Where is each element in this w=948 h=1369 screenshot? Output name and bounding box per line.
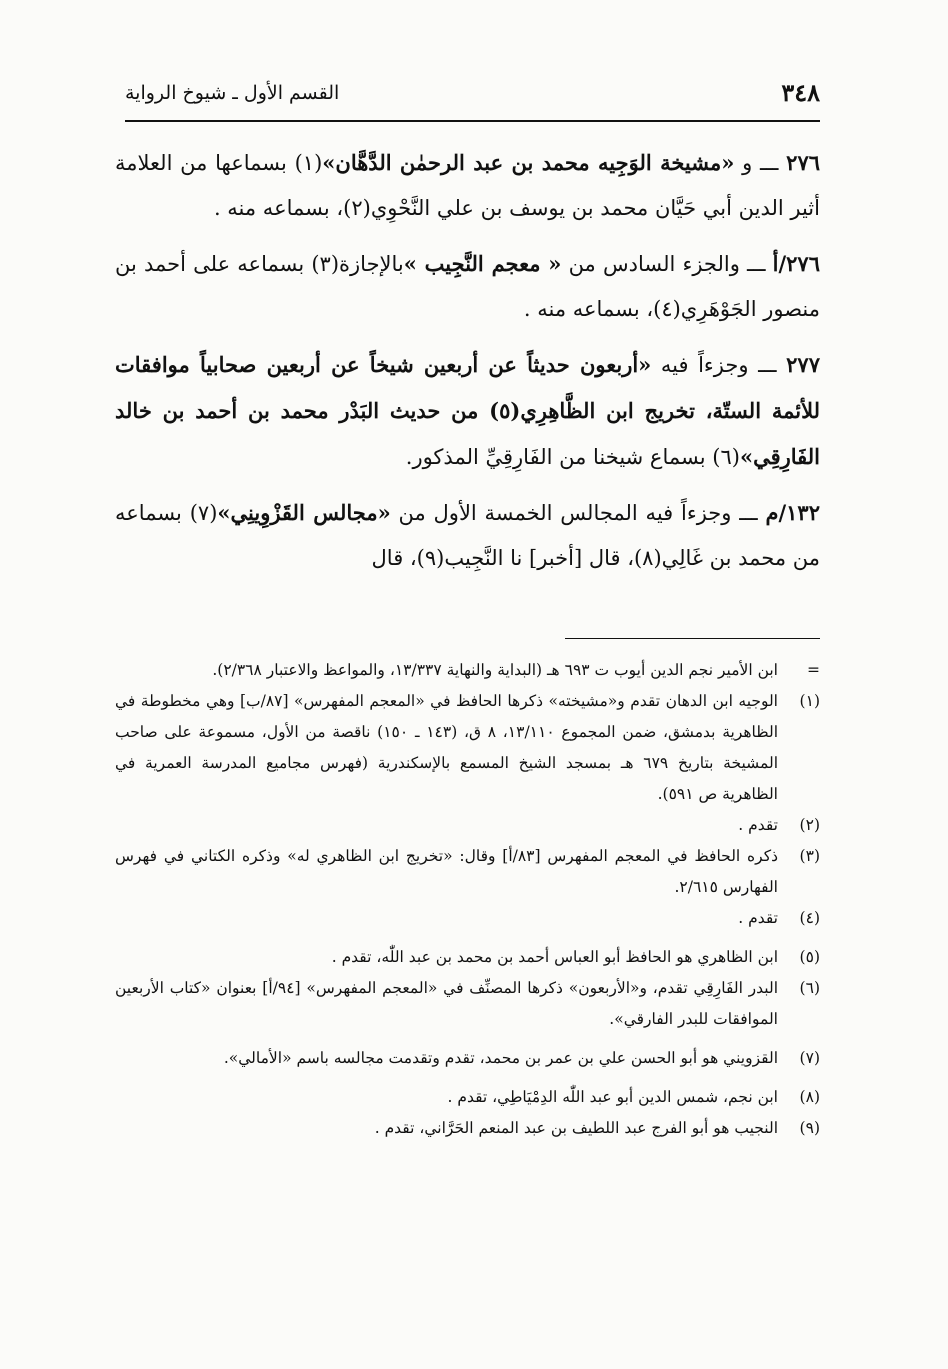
footnote-2 (115, 810, 820, 841)
footnote-3 (115, 841, 820, 903)
footnote-text: الوجيه ابن الدهان تقدم و«مشيخته» ذكرها الحافظ في «المعجم المفهرس» [٨٧/ب] وهي مخطوطة في الظاهرية بدمشق، ضمن المجموع ١٣/١١٠، ٨ ق، (١٤٣ ـ ١٥٠) ناقصة من الأول، مسموعة على صاحب المشيخة بتاريخ ٦٧٩ هـ بمسجد الشيخ المسمع بالإسكندرية (فهرس مجاميع المدرسة العمرية في الظاهرية ص ٥٩١). (115, 692, 779, 803)
running-title: القسم الأول ـ شيوخ الرواية (125, 82, 340, 104)
footnote-mark: (٧) (799, 1049, 820, 1067)
entry-number: ٢٧٧ (786, 352, 820, 377)
entry-lead: ـــ وجزءاً فيه (651, 353, 787, 377)
main-text (115, 140, 820, 591)
entry-132m (115, 490, 820, 581)
entry-lead: ـــ وجزءاً فيه المجالس الخمسة الأول من (390, 501, 766, 525)
footnote-6 (115, 973, 820, 1035)
footnote-ref: (١) (294, 151, 323, 175)
entry-276a (115, 241, 820, 332)
entry-277 (115, 342, 820, 480)
footnote-5 (115, 942, 820, 973)
footnote-text: ذكره الحافظ في المعجم المفهرس [٨٣/أ] وقال: «تخريج ابن الظاهري له» وذكره الكتاني في فهرس الفهارس ٢/٦١٥. (115, 847, 778, 896)
footnote-text: النجيب هو أبو الفرج عبد اللطيف بن عبد المنعم الحَرَّاني، تقدم . (374, 1119, 778, 1137)
entry-number: ٢٧٦ (786, 150, 821, 175)
footnote-mark: (١) (799, 692, 820, 710)
footnote-8 (115, 1082, 820, 1113)
footnote-text: القزويني هو أبو الحسن علي بن عمر بن محمد، تقدم وتقدمت مجالسه باسم «الأمالي». (223, 1049, 778, 1067)
entry-title: « معجم النَّجِيب » (403, 251, 562, 276)
footnote-text: تقدم . (738, 816, 778, 834)
footnote-text: البدر الفَارِقِي تقدم، و«الأربعون» ذكرها المصنِّف في «المعجم المفهرس» [٩٤/أ] بعنوان «كتاب الأربعين الموافقات للبدر الفارقي». (115, 979, 778, 1028)
footnote-mark: (٣) (799, 847, 820, 865)
footnote-ref: (٧) (189, 501, 218, 525)
entry-text: بسماعه من محمد بن غَالِي(٨)، قال [أخبر] نا النَّجِيب(٩)، قال (115, 501, 820, 570)
page-number: ٣٤٨ (781, 78, 820, 107)
footnote-ref: (٦) (712, 445, 740, 469)
footnote-text: ابن نجم، شمس الدين أبو عبد اللّٰه الدِمْيَاطِي، تقدم . (447, 1088, 778, 1106)
footnote-mark: (٤) (799, 909, 820, 927)
footnotes (115, 655, 820, 1144)
footnote-text: تقدم . (738, 909, 778, 927)
entry-number: ١٣٢/م (765, 500, 820, 525)
footnote-continued (115, 655, 820, 686)
footnote-rule (565, 638, 820, 639)
footnote-mark: = (807, 661, 820, 679)
footnote-9 (115, 1113, 820, 1144)
footnote-mark: (٩) (799, 1119, 820, 1137)
footnote-7 (115, 1043, 820, 1074)
footnote-text: ابن الأمير نجم الدين أيوب ت ٦٩٣ هـ (البداية والنهاية ١٣/٣٣٧، والمواعظ والاعتبار ٢/٣٦٨). (212, 661, 778, 679)
footnote-mark: (٢) (799, 816, 820, 834)
footnote-text: ابن الظاهري هو الحافظ أبو العباس أحمد بن محمد بن عبد اللّٰه، تقدم . (331, 948, 778, 966)
entry-text: بالإجازة(٣) بسماعه على أحمد بن منصور الجَوْهَرِي(٤)، بسماعه منه . (115, 252, 820, 321)
footnote-mark: (٥) (799, 948, 820, 966)
page-header (125, 70, 820, 120)
entry-text: بسماع شيخنا من الفَارِقِيِّ المذكور. (405, 445, 713, 469)
entry-title: «مجالس القَزْوِينِي» (217, 500, 391, 525)
footnote-1 (115, 686, 820, 810)
entry-text: بسماعها من العلامة أثير الدين أبي حَيَّان محمد بن يوسف بن علي النَّحْوِي(٢)، بسماعه منه . (115, 151, 820, 220)
entry-276 (115, 140, 820, 231)
footnote-mark: (٨) (799, 1088, 820, 1106)
footnote-4 (115, 903, 820, 934)
entry-title: «أربعون حديثاً عن أربعين شيخاً عن أربعين صحابياً موافقات للأئمة الستّة، تخريج ابن الظَّاهِرِي(٥) من حديث البَدْر محمد بن أحمد بن خالد الفَارِقِي» (115, 352, 821, 469)
entry-title: «مشيخة الوَجِيه محمد بن عبد الرحمٰن الدَّهَّان» (322, 150, 735, 175)
footnote-mark: (٦) (799, 979, 820, 997)
entry-number: ٢٧٦/أ (772, 251, 820, 276)
entry-lead: ـــ و (734, 151, 787, 175)
entry-lead: ـــ والجزء السادس من (561, 252, 773, 276)
header-rule (125, 120, 820, 122)
